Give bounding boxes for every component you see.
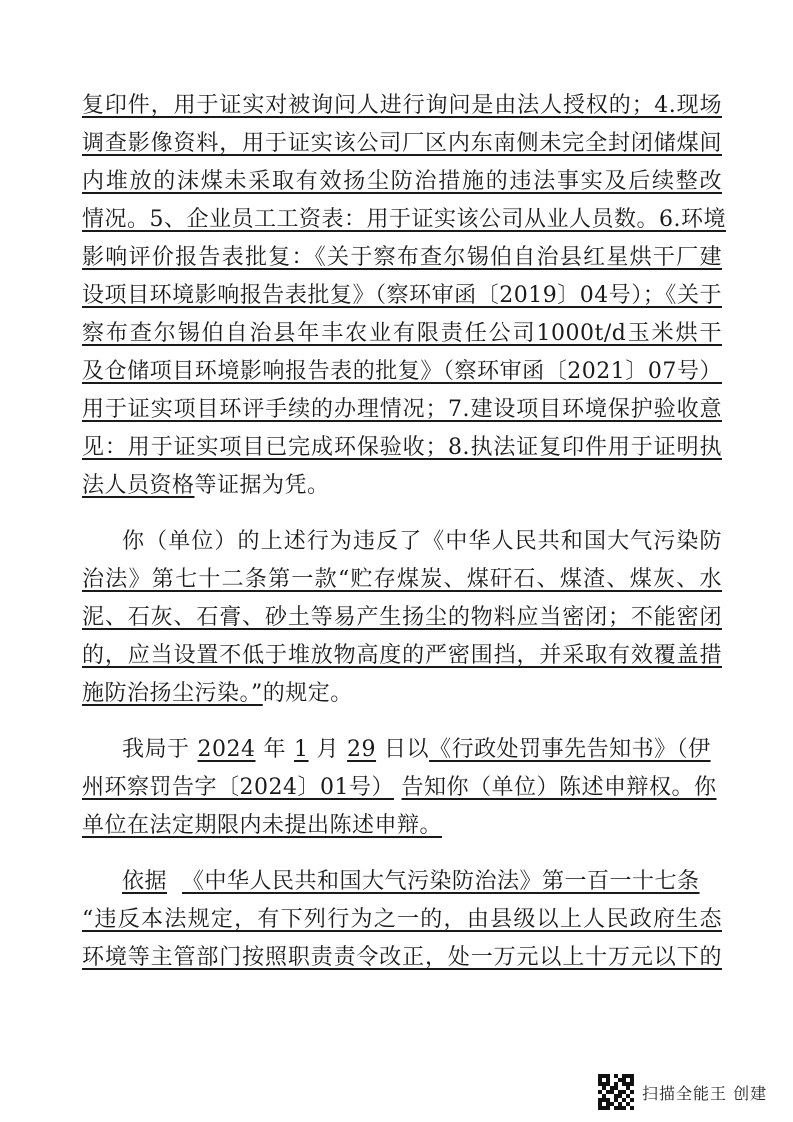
plain-text: 日以 xyxy=(384,737,430,762)
text-line: 治法》第七十二条第一款“贮存煤炭、煤矸石、煤渣、煤灰、水 xyxy=(82,567,722,592)
text-line: 的，应当设置不低于堆放物高度的严密围挡，并采取有效覆盖措 xyxy=(82,643,722,668)
text-line xyxy=(82,774,722,802)
underlined-text: 施防治扬尘污染。” xyxy=(82,681,263,706)
text-line: 用于证实项目环评手续的办理情况；7.建设项目环境保护验收意 xyxy=(82,397,722,422)
qr-code-icon xyxy=(598,1074,634,1110)
scanner-brand-text: 扫描全能王 创建 xyxy=(642,1083,768,1103)
text-line: 察布查尔锡伯自治县年丰农业有限责任公司1000t/d玉米烘干 xyxy=(82,321,722,346)
text-line: 见：用于证实项目已完成环保验收；8.执法证复印件用于证明执 xyxy=(82,435,722,460)
text-line: 情况。5、企业员工工资表：用于证实该公司从业人员数。6.环境 xyxy=(82,207,726,232)
year-field: 2024 xyxy=(197,737,256,762)
text-line xyxy=(82,680,722,708)
text-line: 调查影像资料，用于证实该公司厂区内东南侧未完全封闭储煤间 xyxy=(82,131,722,156)
text-line: 设项目环境影响报告表批复》（察环审函〔2019〕04号）；《关于 xyxy=(82,283,722,308)
underlined-text: 《中华人民共和国大气污染防治法》第一百一十七条 xyxy=(182,869,700,894)
underlined-text: 告知你（单位）陈述申辩权。你 xyxy=(401,775,717,800)
text-line: 影响评价报告表批复：《关于察布查尔锡伯自治县红星烘干厂建 xyxy=(82,245,722,270)
scanner-watermark xyxy=(598,1072,767,1112)
underlined-text: 法人员资格 xyxy=(82,473,195,498)
notice-title: 《行政处罚事先告知书》（伊 xyxy=(429,737,711,762)
text-line: 环境等主管部门按照职责责令改正，处一万元以上十万元以下的 xyxy=(82,945,722,970)
text-line: 单位在法定期限内未提出陈述申辩。 xyxy=(82,813,443,838)
text-line: “违反本法规定，有下列行为之一的，由县级以上人民政府生态 xyxy=(82,907,722,932)
text-line: 复印件，用于证实对被询问人进行询问是由法人授权的；4.现场 xyxy=(82,93,722,118)
text-line xyxy=(82,472,722,500)
paragraph-start xyxy=(122,736,722,764)
text-line: 及仓储项目环境影响报告表的批复》（察环审函〔2021〕07号） xyxy=(82,359,722,384)
underlined-text: 依据 xyxy=(122,869,168,894)
notice-number: 州环察罚告字〔2024〕01号） xyxy=(82,775,394,800)
text-line: 泥、石灰、石膏、砂土等易产生扬尘的物料应当密闭；不能密闭 xyxy=(82,605,722,630)
day-field: 29 xyxy=(347,737,377,762)
plain-text: 月 xyxy=(316,737,340,762)
text-line: 内堆放的沫煤未采取有效扬尘防治措施的违法事实及后续整改 xyxy=(82,169,722,194)
plain-text: 年 xyxy=(263,737,287,762)
paragraph-start: 你（单位）的上述行为违反了《中华人民共和国大气污染防 xyxy=(122,529,722,554)
plain-text: 的规定。 xyxy=(262,681,353,706)
paragraph-start xyxy=(122,868,722,896)
plain-text: 我局于 xyxy=(122,737,190,762)
month-field: 1 xyxy=(294,737,309,762)
plain-text: 等证据为凭。 xyxy=(194,473,330,498)
